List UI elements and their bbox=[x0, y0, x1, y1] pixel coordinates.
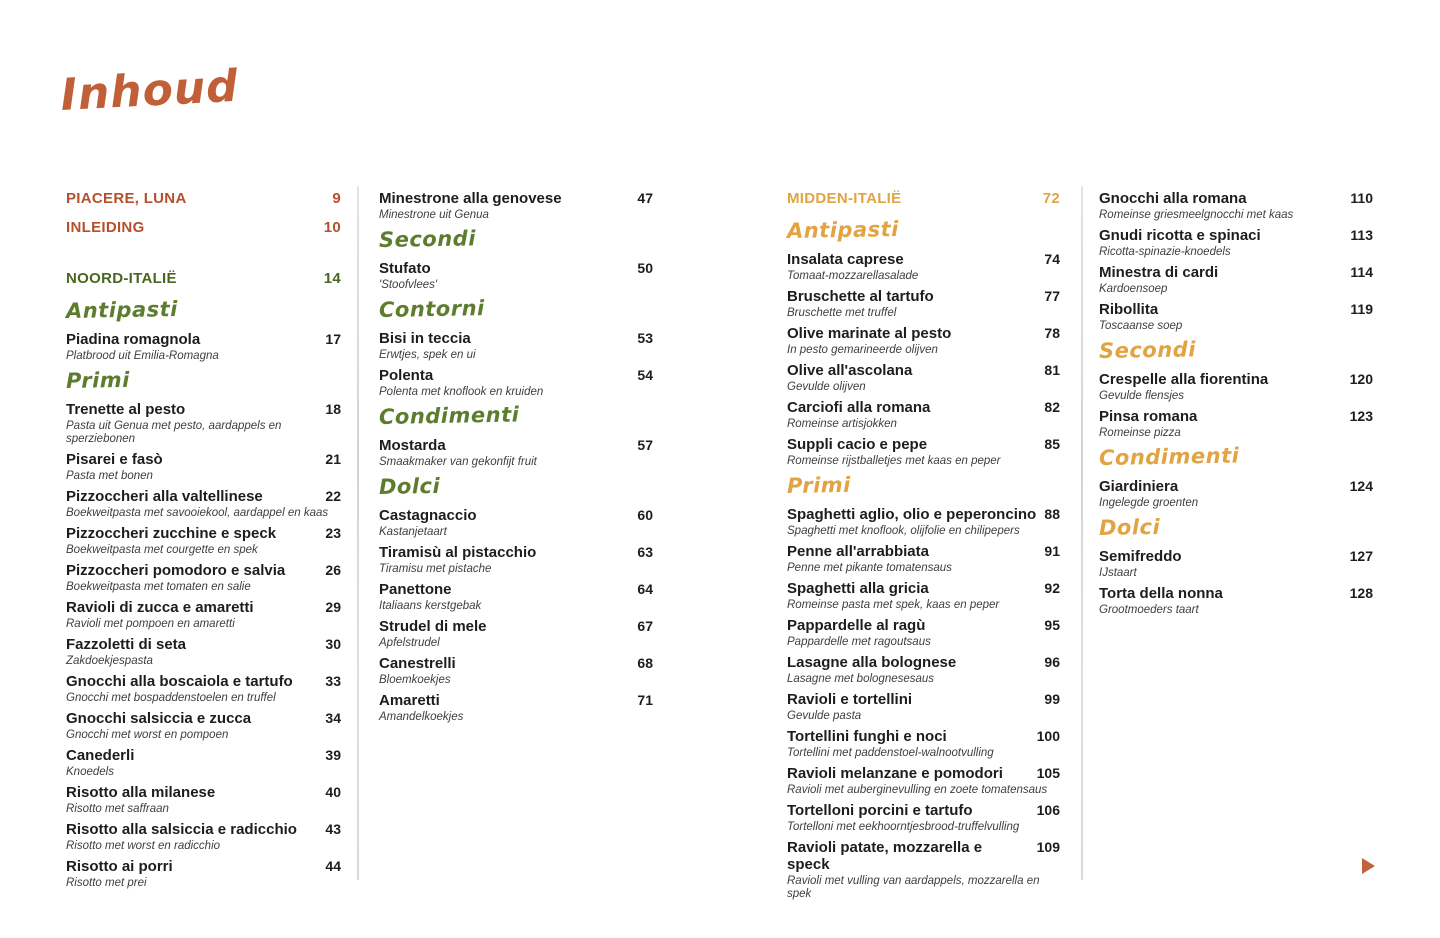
entry-page-number: 43 bbox=[325, 821, 341, 837]
toc-entry[interactable] bbox=[787, 617, 1060, 649]
toc-entry[interactable] bbox=[66, 710, 341, 742]
toc-entry[interactable] bbox=[1099, 227, 1373, 259]
toc-entry-row bbox=[787, 765, 1060, 782]
toc-entry[interactable] bbox=[787, 288, 1060, 320]
entry-subtitle: Kardoensoep bbox=[1099, 283, 1168, 295]
toc-entry[interactable] bbox=[1099, 478, 1373, 510]
toc-entry-row bbox=[787, 251, 1060, 268]
entry-subtitle: Pappardelle met ragoutsaus bbox=[787, 636, 931, 648]
toc-entry-row bbox=[787, 436, 1060, 453]
toc-entry-row bbox=[787, 728, 1060, 745]
entry-page-number: 53 bbox=[637, 330, 653, 346]
entry-subtitle: Amandelkoekjes bbox=[379, 711, 464, 723]
entry-subtitle: Pasta uit Genua met pesto, aardappels en sperziebonen bbox=[66, 420, 282, 445]
entry-title: Pizzoccheri zucchine e speck bbox=[66, 525, 277, 542]
entry-subtitle: IJstaart bbox=[1099, 567, 1137, 579]
entry-page-number: 95 bbox=[1044, 617, 1060, 633]
entry-subtitle: 'Stoofvlees' bbox=[379, 279, 438, 291]
entry-subtitle: Spaghetti met knoflook, olijfolie en chilipepers bbox=[787, 525, 1020, 537]
entry-title: Bruschette al tartufo bbox=[787, 288, 934, 305]
entry-page-number: 119 bbox=[1350, 301, 1373, 317]
entry-title: Penne all'arrabbiata bbox=[787, 543, 929, 560]
entry-title: Gnocchi salsiccia e zucca bbox=[66, 710, 252, 727]
toc-entry[interactable] bbox=[379, 581, 653, 613]
toc-entry[interactable] bbox=[787, 251, 1060, 283]
entry-title: Spaghetti alla gricia bbox=[787, 580, 929, 597]
toc-entry[interactable] bbox=[1099, 585, 1373, 617]
toc-entry[interactable] bbox=[1099, 548, 1373, 580]
entry-page-number: 57 bbox=[637, 437, 653, 453]
toc-entry-row bbox=[66, 673, 341, 690]
entry-page-number: 47 bbox=[637, 190, 653, 206]
entry-subtitle: Gevulde flensjes bbox=[1099, 390, 1185, 402]
section-heading-label: MIDDEN-ITALIË bbox=[787, 190, 902, 207]
entry-page-number: 21 bbox=[325, 451, 341, 467]
entry-subtitle: Risotto met saffraan bbox=[66, 803, 169, 815]
entry-page-number: 109 bbox=[1036, 839, 1060, 855]
toc-entry-row bbox=[66, 821, 341, 838]
entry-title: Pappardelle al ragù bbox=[787, 617, 926, 634]
entry-title: Panettone bbox=[379, 581, 452, 598]
entry-title: Stufato bbox=[379, 260, 431, 277]
column-divider-left bbox=[357, 186, 359, 880]
entry-title: Suppli cacio e pepe bbox=[787, 436, 928, 453]
toc-entry[interactable] bbox=[787, 325, 1060, 357]
next-arrow-icon bbox=[1362, 858, 1375, 874]
toc-entry-row bbox=[787, 362, 1060, 379]
toc-entry-row bbox=[66, 784, 341, 801]
entry-title: Gnocchi alla boscaiola e tartufo bbox=[66, 673, 293, 690]
entry-title: Pizzoccheri alla valtellinese bbox=[66, 488, 263, 505]
toc-entry[interactable] bbox=[379, 437, 653, 469]
entry-title: Risotto ai porri bbox=[66, 858, 173, 875]
toc-entry[interactable] bbox=[787, 691, 1060, 723]
entry-subtitle: Erwtjes, spek en ui bbox=[379, 349, 476, 361]
entry-subtitle: Pasta met bonen bbox=[66, 470, 153, 482]
entry-subtitle: Knoedels bbox=[66, 766, 114, 778]
entry-subtitle: Gevulde pasta bbox=[787, 710, 862, 722]
entry-title: Canestrelli bbox=[379, 655, 456, 672]
toc-category-heading: Secondi bbox=[378, 226, 477, 252]
entry-subtitle: Ricotta-spinazie-knoedels bbox=[1099, 246, 1231, 258]
entry-page-number: 106 bbox=[1036, 802, 1060, 818]
toc-entry[interactable] bbox=[787, 765, 1060, 797]
toc-entry[interactable] bbox=[66, 599, 341, 631]
entry-title: Minestrone alla genovese bbox=[379, 190, 562, 207]
entry-subtitle: Romeinse griesmeelgnocchi met kaas bbox=[1099, 209, 1294, 221]
entry-subtitle: Ingelegde groenten bbox=[1099, 497, 1199, 509]
entry-page-number: 71 bbox=[637, 692, 653, 708]
toc-entry[interactable] bbox=[1099, 408, 1373, 440]
toc-section-heading[interactable] bbox=[66, 190, 341, 207]
entry-title: Carciofi alla romana bbox=[787, 399, 931, 416]
toc-entry-row bbox=[66, 858, 341, 875]
toc-entry[interactable] bbox=[66, 401, 341, 446]
entry-page-number: 124 bbox=[1349, 478, 1373, 494]
toc-category-heading: Antipasti bbox=[65, 297, 179, 323]
entry-page-number: 113 bbox=[1350, 227, 1373, 243]
toc-entry-row bbox=[787, 802, 1060, 819]
entry-page-number: 40 bbox=[325, 784, 341, 800]
entry-title: Tortellini funghi e noci bbox=[787, 728, 947, 745]
toc-entry-row bbox=[787, 839, 1060, 873]
entry-title: Fazzoletti di seta bbox=[66, 636, 187, 653]
entry-subtitle: Platbrood uit Emilia-Romagna bbox=[66, 350, 219, 362]
toc-entry[interactable] bbox=[66, 451, 341, 483]
toc-entry-row bbox=[66, 401, 341, 418]
entry-title: Castagnaccio bbox=[379, 507, 477, 524]
entry-subtitle: Romeinse pasta met spek, kaas en peper bbox=[787, 599, 1000, 611]
toc-entry[interactable] bbox=[66, 331, 341, 363]
section-gap bbox=[66, 248, 341, 270]
entry-page-number: 18 bbox=[325, 401, 341, 417]
toc-entry-row bbox=[787, 580, 1060, 597]
toc-entry[interactable] bbox=[787, 839, 1060, 901]
entry-title: Pinsa romana bbox=[1099, 408, 1198, 425]
toc-entry[interactable] bbox=[787, 399, 1060, 431]
toc-entry[interactable] bbox=[787, 436, 1060, 468]
toc-entry-row bbox=[66, 636, 341, 653]
section-heading-page: 9 bbox=[332, 190, 341, 207]
section-heading-page: 10 bbox=[323, 219, 341, 236]
entry-title: Olive marinate al pesto bbox=[787, 325, 952, 342]
toc-entry-row bbox=[1099, 585, 1373, 602]
toc-column-2 bbox=[379, 190, 653, 729]
toc-entry-row bbox=[787, 506, 1060, 523]
toc-entry-row bbox=[66, 488, 341, 505]
entry-page-number: 34 bbox=[325, 710, 341, 726]
entry-subtitle: Polenta met knoflook en kruiden bbox=[379, 386, 544, 398]
entry-subtitle: Gnocchi met worst en pompoen bbox=[66, 729, 229, 741]
entry-title: Polenta bbox=[379, 367, 434, 384]
entry-page-number: 81 bbox=[1044, 362, 1060, 378]
toc-category-heading: Primi bbox=[65, 367, 131, 393]
toc-entry[interactable] bbox=[1099, 371, 1373, 403]
entry-page-number: 44 bbox=[325, 858, 341, 874]
toc-entry[interactable] bbox=[66, 488, 341, 520]
toc-section-heading[interactable] bbox=[787, 190, 1060, 207]
toc-entry-row bbox=[787, 288, 1060, 305]
entry-page-number: 29 bbox=[325, 599, 341, 615]
toc-category-heading: Secondi bbox=[1098, 337, 1197, 363]
entry-title: Amaretti bbox=[379, 692, 440, 709]
entry-subtitle: Minestrone uit Genua bbox=[379, 209, 489, 221]
toc-entry[interactable] bbox=[66, 858, 341, 890]
toc-entry[interactable] bbox=[66, 747, 341, 779]
entry-subtitle: Boekweitpasta met savooiekool, aardappel en kaas bbox=[66, 507, 329, 519]
entry-subtitle: Risotto met prei bbox=[66, 877, 147, 889]
entry-title: Ravioli di zucca e amaretti bbox=[66, 599, 254, 616]
entry-page-number: 64 bbox=[637, 581, 653, 597]
toc-entry-row bbox=[66, 331, 341, 348]
toc-entry-row bbox=[787, 325, 1060, 342]
toc-column-4 bbox=[1099, 190, 1373, 622]
toc-entry-row bbox=[379, 581, 653, 598]
toc-category-heading: Antipasti bbox=[786, 217, 900, 243]
entry-page-number: 39 bbox=[325, 747, 341, 763]
toc-entry[interactable] bbox=[787, 654, 1060, 686]
section-heading-page: 72 bbox=[1042, 190, 1060, 207]
entry-subtitle: Kastanjetaart bbox=[379, 526, 447, 538]
toc-entry-row bbox=[379, 692, 653, 709]
toc-entry[interactable] bbox=[787, 506, 1060, 538]
entry-title: Torta della nonna bbox=[1099, 585, 1223, 602]
entry-page-number: 78 bbox=[1044, 325, 1060, 341]
entry-title: Risotto alla milanese bbox=[66, 784, 216, 801]
entry-page-number: 68 bbox=[637, 655, 653, 671]
section-heading-label: NOORD-ITALIË bbox=[66, 270, 177, 287]
entry-subtitle: Bruschette met truffel bbox=[787, 307, 897, 319]
section-heading-label: PIACERE, LUNA bbox=[66, 190, 187, 207]
entry-page-number: 99 bbox=[1044, 691, 1060, 707]
entry-title: Piadina romagnola bbox=[66, 331, 201, 348]
toc-entry[interactable] bbox=[379, 190, 653, 222]
entry-title: Pizzoccheri pomodoro e salvia bbox=[66, 562, 286, 579]
toc-entry-row bbox=[1099, 478, 1373, 495]
toc-entry-row bbox=[379, 655, 653, 672]
entry-title: Ravioli e tortellini bbox=[787, 691, 913, 708]
entry-title: Gnocchi alla romana bbox=[1099, 190, 1247, 207]
entry-title: Strudel di mele bbox=[379, 618, 487, 635]
toc-entry[interactable] bbox=[379, 692, 653, 724]
toc-entry[interactable] bbox=[379, 367, 653, 399]
entry-title: Giardiniera bbox=[1099, 478, 1179, 495]
entry-title: Olive all'ascolana bbox=[787, 362, 913, 379]
toc-section-heading[interactable] bbox=[66, 219, 341, 236]
toc-entry[interactable] bbox=[787, 543, 1060, 575]
entry-title: Tortelloni porcini e tartufo bbox=[787, 802, 973, 819]
entry-page-number: 50 bbox=[637, 260, 653, 276]
entry-subtitle: Zakdoekjespasta bbox=[66, 655, 153, 667]
entry-page-number: 33 bbox=[325, 673, 341, 689]
entry-page-number: 60 bbox=[637, 507, 653, 523]
toc-entry-row bbox=[379, 367, 653, 384]
entry-page-number: 123 bbox=[1349, 408, 1373, 424]
toc-entry-row bbox=[787, 399, 1060, 416]
toc-entry-row bbox=[66, 710, 341, 727]
entry-title: Minestra di cardi bbox=[1099, 264, 1219, 281]
entry-subtitle: Tortelloni met eekhoorntjesbrood-truffelvulling bbox=[787, 821, 1020, 833]
entry-page-number: 91 bbox=[1044, 543, 1060, 559]
entry-subtitle: Bloemkoekjes bbox=[379, 674, 451, 686]
entry-title: Gnudi ricotta e spinaci bbox=[1099, 227, 1261, 244]
toc-entry[interactable] bbox=[66, 562, 341, 594]
entry-subtitle: Boekweitpasta met tomaten en salie bbox=[66, 581, 251, 593]
toc-entry-row bbox=[379, 618, 653, 635]
entry-page-number: 63 bbox=[637, 544, 653, 560]
toc-entry[interactable] bbox=[66, 784, 341, 816]
toc-entry[interactable] bbox=[379, 618, 653, 650]
entry-title: Semifreddo bbox=[1099, 548, 1182, 565]
entry-title: Bisi in teccia bbox=[379, 330, 471, 347]
entry-subtitle: Gevulde olijven bbox=[787, 381, 866, 393]
entry-title: Ravioli patate, mozzarella e speck bbox=[787, 839, 983, 873]
entry-page-number: 77 bbox=[1044, 288, 1060, 304]
toc-entry-row bbox=[379, 190, 653, 207]
toc-category-heading: Primi bbox=[786, 472, 852, 498]
toc-category-heading: Dolci bbox=[1098, 514, 1161, 540]
toc-column-3 bbox=[787, 190, 1060, 906]
entry-subtitle: Romeinse rijstballetjes met kaas en peper bbox=[787, 455, 1001, 467]
toc-entry[interactable] bbox=[66, 821, 341, 853]
toc-entry[interactable] bbox=[66, 636, 341, 668]
entry-page-number: 120 bbox=[1349, 371, 1373, 387]
toc-entry[interactable] bbox=[1099, 264, 1373, 296]
entry-subtitle: Boekweitpasta met courgette en spek bbox=[66, 544, 258, 556]
entry-subtitle: Gnocchi met bospaddenstoelen en truffel bbox=[66, 692, 276, 704]
entry-page-number: 30 bbox=[325, 636, 341, 652]
toc-entry-row bbox=[66, 451, 341, 468]
toc-entry-row bbox=[379, 544, 653, 561]
page-title: Inhoud bbox=[59, 60, 240, 121]
entry-page-number: 128 bbox=[1349, 585, 1373, 601]
entry-page-number: 54 bbox=[637, 367, 653, 383]
entry-subtitle: Tortellini met paddenstoel-walnootvulling bbox=[787, 747, 994, 759]
entry-title: Spaghetti aglio, olio e peperoncino bbox=[787, 506, 1037, 523]
entry-subtitle: Penne met pikante tomatensaus bbox=[787, 562, 952, 574]
toc-entry-row bbox=[1099, 408, 1373, 425]
entry-subtitle: Lasagne met bolognesesaus bbox=[787, 673, 935, 685]
toc-entry[interactable] bbox=[379, 507, 653, 539]
entry-page-number: 22 bbox=[325, 488, 341, 504]
column-divider-right bbox=[1081, 186, 1083, 880]
entry-subtitle: Apfelstrudel bbox=[379, 637, 440, 649]
entry-subtitle: Smaakmaker van gekonfijt fruit bbox=[379, 456, 537, 468]
entry-title: Tiramisù al pistacchio bbox=[379, 544, 537, 561]
entry-subtitle: Toscaanse soep bbox=[1099, 320, 1183, 332]
entry-page-number: 92 bbox=[1044, 580, 1060, 596]
toc-entry[interactable] bbox=[379, 655, 653, 687]
entry-page-number: 100 bbox=[1036, 728, 1060, 744]
entry-page-number: 67 bbox=[637, 618, 653, 634]
entry-page-number: 82 bbox=[1044, 399, 1060, 415]
toc-entry[interactable] bbox=[379, 330, 653, 362]
toc-entry-row bbox=[1099, 227, 1373, 244]
entry-page-number: 96 bbox=[1044, 654, 1060, 670]
entry-page-number: 74 bbox=[1044, 251, 1060, 267]
toc-entry-row bbox=[1099, 190, 1373, 207]
entry-page-number: 114 bbox=[1350, 264, 1373, 280]
entry-title: Lasagne alla bolognese bbox=[787, 654, 957, 671]
entry-subtitle: Grootmoeders taart bbox=[1099, 604, 1199, 616]
toc-section-heading[interactable] bbox=[66, 270, 341, 287]
toc-column-1 bbox=[66, 190, 341, 895]
entry-page-number: 110 bbox=[1350, 190, 1373, 206]
entry-title: Ribollita bbox=[1099, 301, 1159, 318]
entry-page-number: 26 bbox=[325, 562, 341, 578]
toc-entry[interactable] bbox=[66, 525, 341, 557]
toc-entry-row bbox=[66, 599, 341, 616]
toc-entry-row bbox=[379, 260, 653, 277]
toc-entry-row bbox=[66, 747, 341, 764]
entry-subtitle: Tiramisu met pistache bbox=[379, 563, 492, 575]
entry-title: Insalata caprese bbox=[787, 251, 904, 268]
entry-title: Mostarda bbox=[379, 437, 446, 454]
entry-page-number: 85 bbox=[1044, 436, 1060, 452]
entry-title: Ravioli melanzane e pomodori bbox=[787, 765, 1003, 782]
entry-page-number: 105 bbox=[1036, 765, 1060, 781]
entry-title: Trenette al pesto bbox=[66, 401, 186, 418]
entry-page-number: 127 bbox=[1349, 548, 1373, 564]
toc-entry-row bbox=[379, 507, 653, 524]
entry-subtitle: Italiaans kerstgebak bbox=[379, 600, 482, 612]
entry-subtitle: Ravioli met auberginevulling en zoete tomatensaus bbox=[787, 784, 1048, 796]
entry-subtitle: In pesto gemarineerde olijven bbox=[787, 344, 938, 356]
toc-entry[interactable] bbox=[1099, 190, 1373, 222]
toc-entry[interactable] bbox=[787, 802, 1060, 834]
entry-title: Pisarei e fasò bbox=[66, 451, 163, 468]
section-heading-page: 14 bbox=[323, 270, 341, 287]
toc-entry-row bbox=[787, 691, 1060, 708]
entry-page-number: 17 bbox=[325, 331, 341, 347]
toc-entry[interactable] bbox=[379, 544, 653, 576]
toc-entry-row bbox=[1099, 264, 1373, 281]
toc-entry[interactable] bbox=[379, 260, 653, 292]
entry-page-number: 23 bbox=[325, 525, 341, 541]
toc-category-heading: Condimenti bbox=[1098, 443, 1240, 470]
toc-entry-row bbox=[1099, 301, 1373, 318]
toc-entry-row bbox=[787, 543, 1060, 560]
toc-entry-row bbox=[66, 525, 341, 542]
entry-subtitle: Romeinse artisjokken bbox=[787, 418, 897, 430]
entry-title: Risotto alla salsiccia e radicchio bbox=[66, 821, 297, 838]
toc-entry[interactable] bbox=[787, 580, 1060, 612]
toc-category-heading: Contorni bbox=[378, 296, 485, 322]
toc-entry-row bbox=[787, 654, 1060, 671]
toc-entry-row bbox=[379, 330, 653, 347]
toc-entry-row bbox=[379, 437, 653, 454]
entry-subtitle: Risotto met worst en radicchio bbox=[66, 840, 221, 852]
toc-category-heading: Condimenti bbox=[378, 402, 520, 429]
toc-entry-row bbox=[66, 562, 341, 579]
entry-title: Crespelle alla fiorentina bbox=[1099, 371, 1269, 388]
toc-entry[interactable] bbox=[787, 362, 1060, 394]
toc-entry[interactable] bbox=[66, 673, 341, 705]
entry-subtitle: Romeinse pizza bbox=[1099, 427, 1181, 439]
toc-entry-row bbox=[1099, 548, 1373, 565]
toc-entry-row bbox=[787, 617, 1060, 634]
entry-subtitle: Tomaat-mozzarellasalade bbox=[787, 270, 919, 282]
entry-subtitle: Ravioli met pompoen en amaretti bbox=[66, 618, 235, 630]
toc-entry[interactable] bbox=[1099, 301, 1373, 333]
toc-entry[interactable] bbox=[787, 728, 1060, 760]
next-page-button[interactable] bbox=[1354, 852, 1382, 880]
entry-subtitle: Ravioli met vulling van aardappels, mozzarella en spek bbox=[787, 875, 1040, 900]
entry-title: Canederli bbox=[66, 747, 135, 764]
toc-category-heading: Dolci bbox=[378, 473, 441, 499]
entry-page-number: 88 bbox=[1044, 506, 1060, 522]
section-heading-label: INLEIDING bbox=[66, 219, 145, 236]
toc-entry-row bbox=[1099, 371, 1373, 388]
